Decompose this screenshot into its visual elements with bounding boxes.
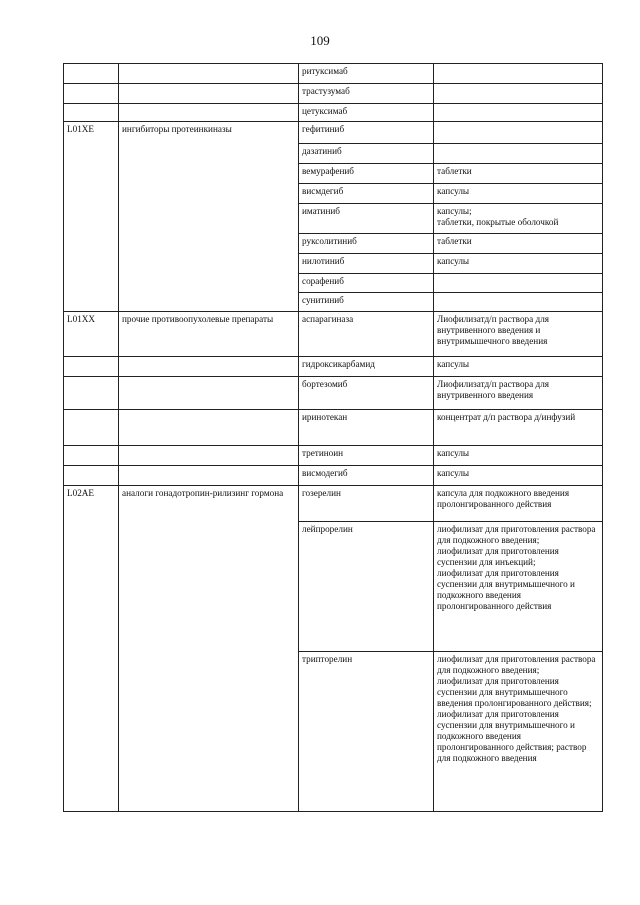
group-cell	[119, 377, 299, 410]
drug-table	[63, 63, 603, 812]
atc-code-cell: L01XX	[64, 312, 119, 357]
atc-code-cell	[64, 84, 119, 104]
drug-cell: висмодегиб	[299, 466, 434, 486]
drug-cell: бортезомиб	[299, 377, 434, 410]
group-cell	[119, 104, 299, 122]
group-cell	[119, 84, 299, 104]
form-cell: Лиофилизатд/п раствора для внутривенного введения	[434, 377, 603, 410]
atc-code-cell	[64, 410, 119, 446]
drug-cell: вемурафениб	[299, 164, 434, 184]
form-cell: капсулы; таблетки, покрытые оболочкой	[434, 204, 603, 234]
form-cell: таблетки	[434, 164, 603, 184]
table-row	[64, 377, 603, 410]
table-row	[64, 84, 603, 104]
atc-code-cell: L01XE	[64, 122, 119, 312]
atc-code-cell	[64, 64, 119, 84]
drug-cell: гозерелин	[299, 486, 434, 522]
group-cell: ингибиторы протеинкиназы	[119, 122, 299, 312]
atc-code-cell	[64, 104, 119, 122]
table-row	[64, 357, 603, 377]
form-cell	[434, 84, 603, 104]
table-row	[64, 486, 603, 522]
drug-cell: ритуксимаб	[299, 64, 434, 84]
atc-code-cell	[64, 377, 119, 410]
drug-cell: дазатиниб	[299, 144, 434, 164]
table-row	[64, 410, 603, 446]
form-cell	[434, 293, 603, 312]
form-cell: капсулы	[434, 466, 603, 486]
form-cell: капсула для подкожного введения пролонгированного действия	[434, 486, 603, 522]
table-row	[64, 446, 603, 466]
drug-cell: руксолитиниб	[299, 234, 434, 254]
atc-code-cell: L02AE	[64, 486, 119, 812]
form-cell: концентрат д/п раствора д/инфузий	[434, 410, 603, 446]
form-cell: капсулы	[434, 446, 603, 466]
form-cell	[434, 64, 603, 84]
group-cell: прочие противоопухолевые препараты	[119, 312, 299, 357]
drug-cell: гидроксикарбамид	[299, 357, 434, 377]
form-cell: Лиофилизатд/п раствора для внутривенного введения и внутримышечного введения	[434, 312, 603, 357]
page-number: 109	[310, 33, 330, 48]
atc-code-cell	[64, 466, 119, 486]
drug-cell: аспарагиназа	[299, 312, 434, 357]
form-cell: капсулы	[434, 184, 603, 204]
drug-cell: цетуксимаб	[299, 104, 434, 122]
form-cell: лиофилизат для приготовления раствора для подкожного введения; лиофилизат для приготовления суспензии для внутримышечного введения пролонгированного действия; лиофилизат для приготовления суспензии для внутримышечного и подкожного введения пролонгированного действия; раствор для подкожного введения	[434, 652, 603, 812]
form-cell: капсулы	[434, 254, 603, 274]
atc-code-cell	[64, 446, 119, 466]
form-cell	[434, 104, 603, 122]
drug-cell: лейпрорелин	[299, 522, 434, 652]
group-cell	[119, 466, 299, 486]
group-cell	[119, 64, 299, 84]
group-cell	[119, 410, 299, 446]
table-row	[64, 312, 603, 357]
form-cell	[434, 144, 603, 164]
drug-cell: трипторелин	[299, 652, 434, 812]
group-cell	[119, 446, 299, 466]
table-row	[64, 64, 603, 84]
table-row	[64, 122, 603, 144]
form-cell	[434, 274, 603, 293]
group-cell	[119, 357, 299, 377]
atc-code-cell	[64, 357, 119, 377]
form-cell: капсулы	[434, 357, 603, 377]
form-cell	[434, 122, 603, 144]
drug-cell: иматиниб	[299, 204, 434, 234]
drug-cell: висмдегиб	[299, 184, 434, 204]
drug-cell: трастузумаб	[299, 84, 434, 104]
group-cell: аналоги гонадотропин-рилизинг гормона	[119, 486, 299, 812]
drug-cell: гефитиниб	[299, 122, 434, 144]
drug-cell: сунитиниб	[299, 293, 434, 312]
drug-cell: иринотекан	[299, 410, 434, 446]
drug-cell: нилотиниб	[299, 254, 434, 274]
table-row	[64, 104, 603, 122]
table-row	[64, 466, 603, 486]
drug-cell: третиноин	[299, 446, 434, 466]
form-cell: таблетки	[434, 234, 603, 254]
drug-cell: сорафениб	[299, 274, 434, 293]
form-cell: лиофилизат для приготовления раствора для подкожного введения; лиофилизат для приготовления суспензии для инъекций; лиофилизат для приготовления суспензии для внутримышечного и подкожного введения пролонгированного действия	[434, 522, 603, 652]
